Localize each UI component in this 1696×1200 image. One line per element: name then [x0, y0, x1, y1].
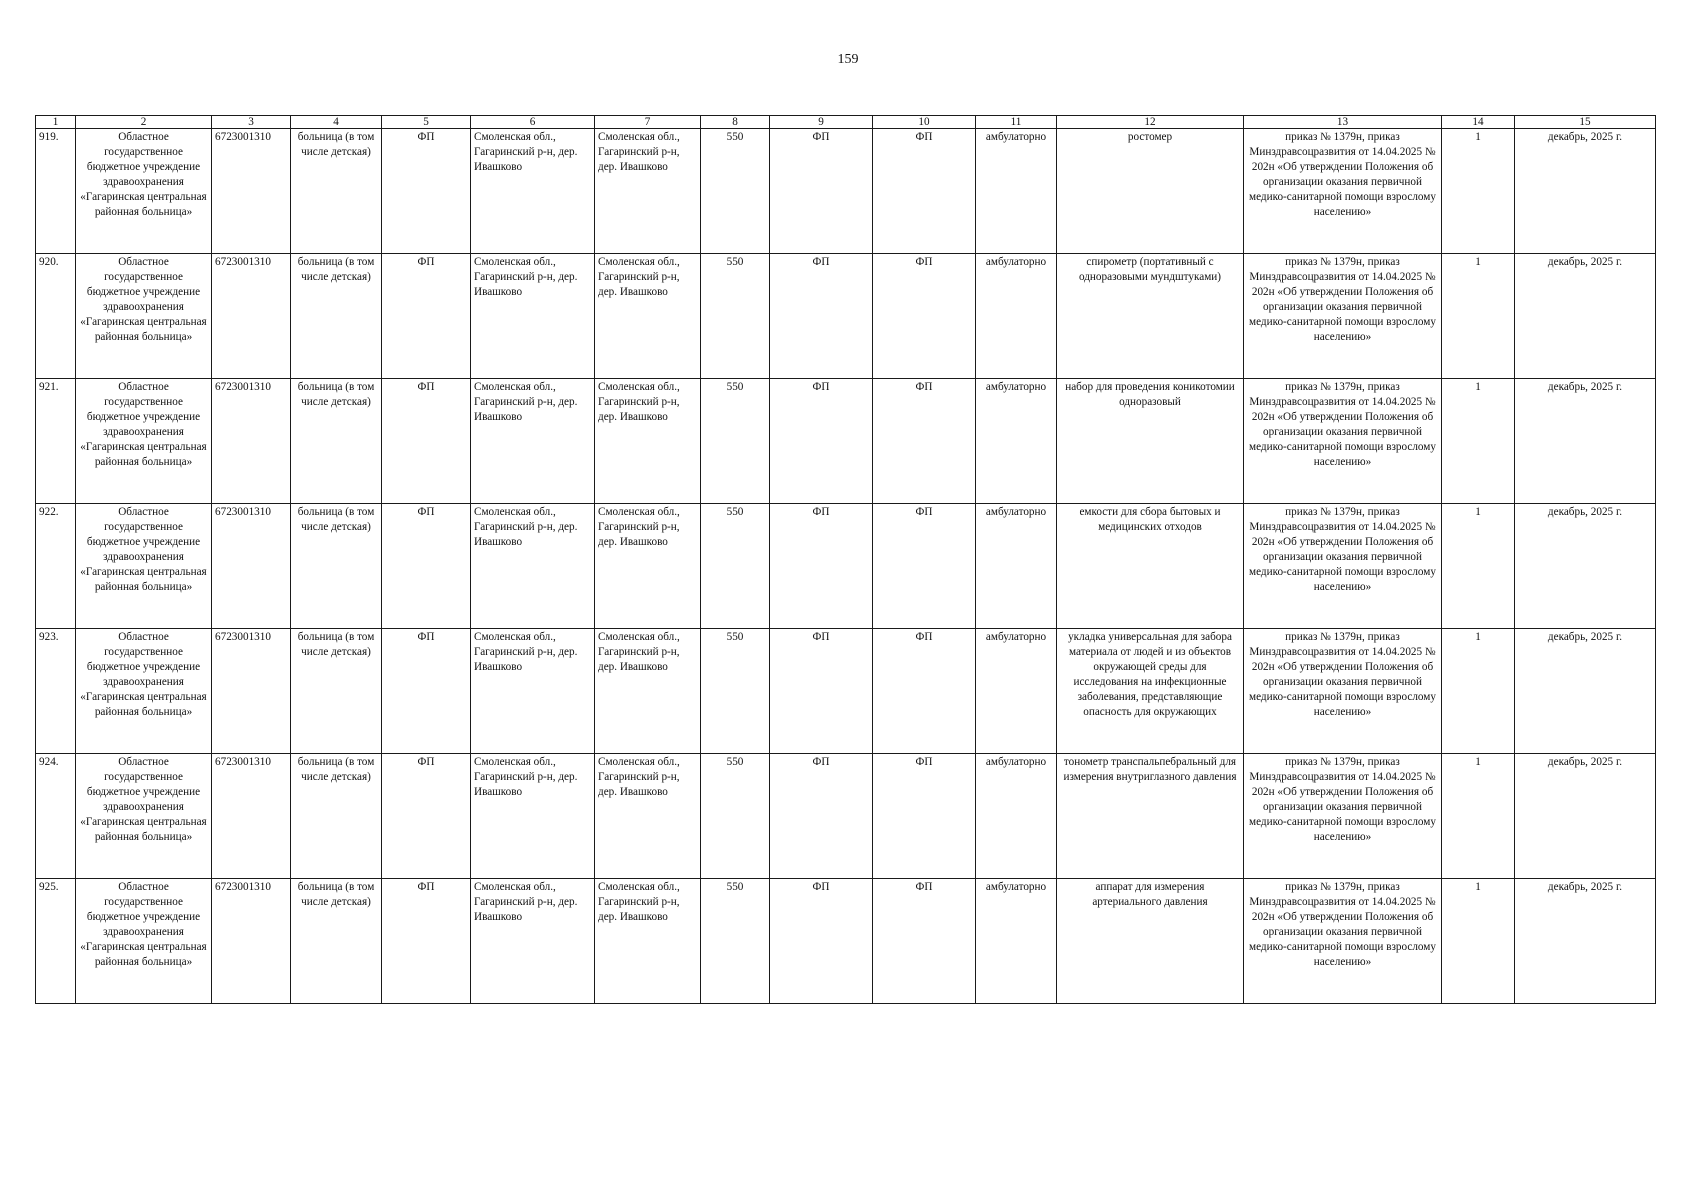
subdivision-type-cell: ФП — [873, 379, 976, 504]
quantity-cell: 1 — [1442, 254, 1515, 379]
row-number-cell: 924. — [36, 754, 76, 879]
column-header: 1 — [36, 116, 76, 129]
quantity-cell: 1 — [1442, 379, 1515, 504]
column-header: 9 — [770, 116, 873, 129]
subdivision-type-cell: ФП — [873, 754, 976, 879]
table-row — [36, 379, 1656, 504]
deadline-cell: декабрь, 2025 г. — [1515, 879, 1656, 1004]
table-row — [36, 754, 1656, 879]
subdivision-type-cell: ФП — [873, 879, 976, 1004]
row-number-cell: 925. — [36, 879, 76, 1004]
subdivision-type-cell: ФП — [873, 504, 976, 629]
table-row — [36, 129, 1656, 254]
column-header: 8 — [701, 116, 770, 129]
order-reference-cell: приказ № 1379н, приказ Минздравсоцразвития от 14.04.2025 № 202н «Об утверждении Положения об организации оказания первичной медико-санитарной помощи взрослому населению» — [1244, 254, 1442, 379]
inn-cell: 6723001310 — [212, 504, 291, 629]
facility-type-cell: больница (в том числе детская) — [291, 879, 382, 1004]
equipment-cell: набор для проведения коникотомии одноразовый — [1057, 379, 1244, 504]
order-reference-cell: приказ № 1379н, приказ Минздравсоцразвития от 14.04.2025 № 202н «Об утверждении Положения об организации оказания первичной медико-санитарной помощи взрослому населению» — [1244, 754, 1442, 879]
location-cell: Смоленская обл., Гагаринский р-н, дер. Ивашково — [595, 129, 701, 254]
equipment-cell: ростомер — [1057, 129, 1244, 254]
population-cell: 550 — [701, 504, 770, 629]
column-header: 15 — [1515, 116, 1656, 129]
facility-type-cell: больница (в том числе детская) — [291, 129, 382, 254]
order-reference-cell: приказ № 1379н, приказ Минздравсоцразвития от 14.04.2025 № 202н «Об утверждении Положения об организации оказания первичной медико-санитарной помощи взрослому населению» — [1244, 504, 1442, 629]
table-row — [36, 504, 1656, 629]
deadline-cell: декабрь, 2025 г. — [1515, 129, 1656, 254]
quantity-cell: 1 — [1442, 754, 1515, 879]
care-condition-cell: амбулаторно — [976, 379, 1057, 504]
column-header: 13 — [1244, 116, 1442, 129]
population-cell: 550 — [701, 254, 770, 379]
column-header: 2 — [76, 116, 212, 129]
facility-type-cell: больница (в том числе детская) — [291, 254, 382, 379]
deadline-cell: декабрь, 2025 г. — [1515, 629, 1656, 754]
inn-cell: 6723001310 — [212, 254, 291, 379]
equipment-cell: емкости для сбора бытовых и медицинских отходов — [1057, 504, 1244, 629]
deadline-cell: декабрь, 2025 г. — [1515, 754, 1656, 879]
inn-cell: 6723001310 — [212, 754, 291, 879]
facility-type-cell: больница (в том числе детская) — [291, 504, 382, 629]
column-header: 3 — [212, 116, 291, 129]
deadline-cell: декабрь, 2025 г. — [1515, 379, 1656, 504]
unit-cell: ФП — [382, 629, 471, 754]
address-cell: Смоленская обл., Гагаринский р-н, дер. Ивашково — [471, 379, 595, 504]
location-cell: Смоленская обл., Гагаринский р-н, дер. Ивашково — [595, 254, 701, 379]
column-header: 5 — [382, 116, 471, 129]
address-cell: Смоленская обл., Гагаринский р-н, дер. Ивашково — [471, 754, 595, 879]
facility-type-cell: больница (в том числе детская) — [291, 754, 382, 879]
subdivision-type-cell: ФП — [873, 254, 976, 379]
care-condition-cell: амбулаторно — [976, 754, 1057, 879]
subdivision-cell: ФП — [770, 754, 873, 879]
address-cell: Смоленская обл., Гагаринский р-н, дер. Ивашково — [471, 254, 595, 379]
unit-cell: ФП — [382, 254, 471, 379]
order-reference-cell: приказ № 1379н, приказ Минздравсоцразвития от 14.04.2025 № 202н «Об утверждении Положения об организации оказания первичной медико-санитарной помощи взрослому населению» — [1244, 879, 1442, 1004]
care-condition-cell: амбулаторно — [976, 629, 1057, 754]
inn-cell: 6723001310 — [212, 379, 291, 504]
care-condition-cell: амбулаторно — [976, 879, 1057, 1004]
page-number: 159 — [837, 52, 859, 67]
location-cell: Смоленская обл., Гагаринский р-н, дер. Ивашково — [595, 504, 701, 629]
organization-cell: Областное государственное бюджетное учреждение здравоохранения «Гагаринская центральная районная больница» — [76, 379, 212, 504]
inn-cell: 6723001310 — [212, 629, 291, 754]
equipment-cell: тонометр транспальпебральный для измерения внутриглазного давления — [1057, 754, 1244, 879]
equipment-cell: спирометр (портативный с одноразовыми мундштуками) — [1057, 254, 1244, 379]
care-condition-cell: амбулаторно — [976, 129, 1057, 254]
quantity-cell: 1 — [1442, 879, 1515, 1004]
organization-cell: Областное государственное бюджетное учреждение здравоохранения «Гагаринская центральная районная больница» — [76, 254, 212, 379]
address-cell: Смоленская обл., Гагаринский р-н, дер. Ивашково — [471, 129, 595, 254]
address-cell: Смоленская обл., Гагаринский р-н, дер. Ивашково — [471, 504, 595, 629]
address-cell: Смоленская обл., Гагаринский р-н, дер. Ивашково — [471, 629, 595, 754]
location-cell: Смоленская обл., Гагаринский р-н, дер. Ивашково — [595, 379, 701, 504]
unit-cell: ФП — [382, 504, 471, 629]
population-cell: 550 — [701, 129, 770, 254]
column-header: 4 — [291, 116, 382, 129]
subdivision-type-cell: ФП — [873, 129, 976, 254]
organization-cell: Областное государственное бюджетное учреждение здравоохранения «Гагаринская центральная районная больница» — [76, 629, 212, 754]
equipment-cell: аппарат для измерения артериального давления — [1057, 879, 1244, 1004]
population-cell: 550 — [701, 879, 770, 1004]
table-row — [36, 254, 1656, 379]
order-reference-cell: приказ № 1379н, приказ Минздравсоцразвития от 14.04.2025 № 202н «Об утверждении Положения об организации оказания первичной медико-санитарной помощи взрослому населению» — [1244, 129, 1442, 254]
inn-cell: 6723001310 — [212, 129, 291, 254]
population-cell: 550 — [701, 379, 770, 504]
table-row — [36, 879, 1656, 1004]
row-number-cell: 923. — [36, 629, 76, 754]
unit-cell: ФП — [382, 754, 471, 879]
row-number-cell: 922. — [36, 504, 76, 629]
address-cell: Смоленская обл., Гагаринский р-н, дер. Ивашково — [471, 879, 595, 1004]
location-cell: Смоленская обл., Гагаринский р-н, дер. Ивашково — [595, 754, 701, 879]
subdivision-type-cell: ФП — [873, 629, 976, 754]
deadline-cell: декабрь, 2025 г. — [1515, 254, 1656, 379]
quantity-cell: 1 — [1442, 629, 1515, 754]
care-condition-cell: амбулаторно — [976, 504, 1057, 629]
equipment-table — [35, 115, 1656, 1004]
column-header: 14 — [1442, 116, 1515, 129]
subdivision-cell: ФП — [770, 879, 873, 1004]
inn-cell: 6723001310 — [212, 879, 291, 1004]
care-condition-cell: амбулаторно — [976, 254, 1057, 379]
deadline-cell: декабрь, 2025 г. — [1515, 504, 1656, 629]
unit-cell: ФП — [382, 129, 471, 254]
equipment-cell: укладка универсальная для забора материала от людей и из объектов окружающей среды для исследования на инфекционные заболевания, представляющие опасность для окружающих — [1057, 629, 1244, 754]
organization-cell: Областное государственное бюджетное учреждение здравоохранения «Гагаринская центральная районная больница» — [76, 129, 212, 254]
column-header: 6 — [471, 116, 595, 129]
unit-cell: ФП — [382, 379, 471, 504]
row-number-cell: 920. — [36, 254, 76, 379]
organization-cell: Областное государственное бюджетное учреждение здравоохранения «Гагаринская центральная районная больница» — [76, 879, 212, 1004]
subdivision-cell: ФП — [770, 254, 873, 379]
column-number-row — [36, 116, 1656, 129]
facility-type-cell: больница (в том числе детская) — [291, 379, 382, 504]
column-header: 11 — [976, 116, 1057, 129]
order-reference-cell: приказ № 1379н, приказ Минздравсоцразвития от 14.04.2025 № 202н «Об утверждении Положения об организации оказания первичной медико-санитарной помощи взрослому населению» — [1244, 629, 1442, 754]
subdivision-cell: ФП — [770, 504, 873, 629]
facility-type-cell: больница (в том числе детская) — [291, 629, 382, 754]
quantity-cell: 1 — [1442, 504, 1515, 629]
population-cell: 550 — [701, 629, 770, 754]
subdivision-cell: ФП — [770, 629, 873, 754]
organization-cell: Областное государственное бюджетное учреждение здравоохранения «Гагаринская центральная районная больница» — [76, 754, 212, 879]
column-header: 7 — [595, 116, 701, 129]
location-cell: Смоленская обл., Гагаринский р-н, дер. Ивашково — [595, 629, 701, 754]
location-cell: Смоленская обл., Гагаринский р-н, дер. Ивашково — [595, 879, 701, 1004]
subdivision-cell: ФП — [770, 379, 873, 504]
unit-cell: ФП — [382, 879, 471, 1004]
column-header: 10 — [873, 116, 976, 129]
column-header: 12 — [1057, 116, 1244, 129]
order-reference-cell: приказ № 1379н, приказ Минздравсоцразвития от 14.04.2025 № 202н «Об утверждении Положения об организации оказания первичной медико-санитарной помощи взрослому населению» — [1244, 379, 1442, 504]
organization-cell: Областное государственное бюджетное учреждение здравоохранения «Гагаринская центральная районная больница» — [76, 504, 212, 629]
quantity-cell: 1 — [1442, 129, 1515, 254]
population-cell: 550 — [701, 754, 770, 879]
row-number-cell: 921. — [36, 379, 76, 504]
subdivision-cell: ФП — [770, 129, 873, 254]
row-number-cell: 919. — [36, 129, 76, 254]
table-row — [36, 629, 1656, 754]
